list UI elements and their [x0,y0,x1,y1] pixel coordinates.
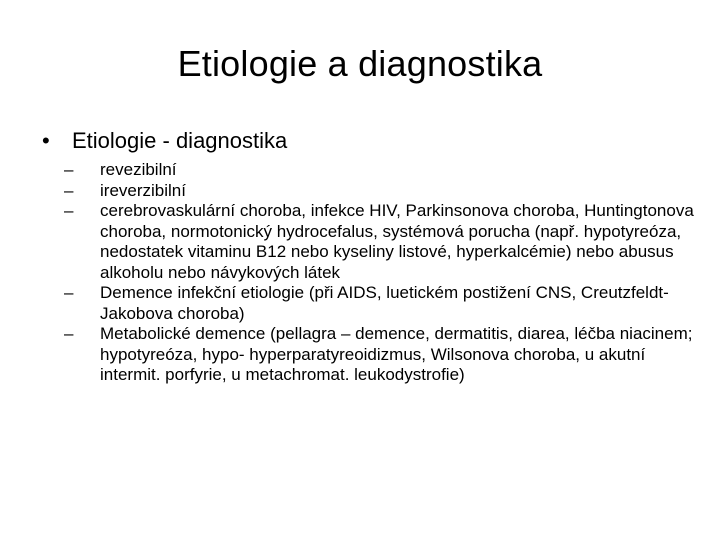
bullet-item [36,128,696,154]
sub-item-ireverzibilni [36,181,696,202]
sub-item-text: Demence infekční etiologie (při AIDS, luetickém postižení CNS, Creutzfeldt-Jakobova choroba) [100,283,669,323]
sub-item-text: Metabolické demence (pellagra – demence, dermatitis, diarea, léčba niacinem; hypotyreóza, hypo- hyperparatyreoidizmus, Wilsonova choroba, u akutní intermit. porfyrie, u metachromat. leukodystrofie) [100,324,693,384]
bullet-text: Etiologie - diagnostika [72,128,288,153]
sub-item-text: cerebrovaskulární choroba, infekce HIV, Parkinsonova choroba, Huntingtonova choroba, normotonický hydrocefalus, systémová porucha (např. hypotyreóza, nedostatek vitaminu B12 nebo kyseliny listové, hyperkalcémie) nebo abusus alkoholu nebo návykových látek [100,201,694,282]
slide-content [36,128,696,386]
sub-item-revezibilni [36,160,696,181]
sub-item-infectious [36,283,696,324]
sub-item-causes [36,201,696,283]
sub-item-text: revezibilní [100,160,177,179]
slide-title: Etiologie a diagnostika [177,43,543,84]
dash-icon: – [64,160,74,179]
dash-icon: – [64,180,74,200]
bullet-icon: • [42,128,50,153]
dash-icon: – [64,283,74,302]
dash-icon: – [64,324,74,343]
dash-icon: – [64,201,74,220]
sub-list [36,160,696,386]
sub-item-text: ireverzibilní [100,180,186,200]
sub-item-metabolic [36,324,696,386]
